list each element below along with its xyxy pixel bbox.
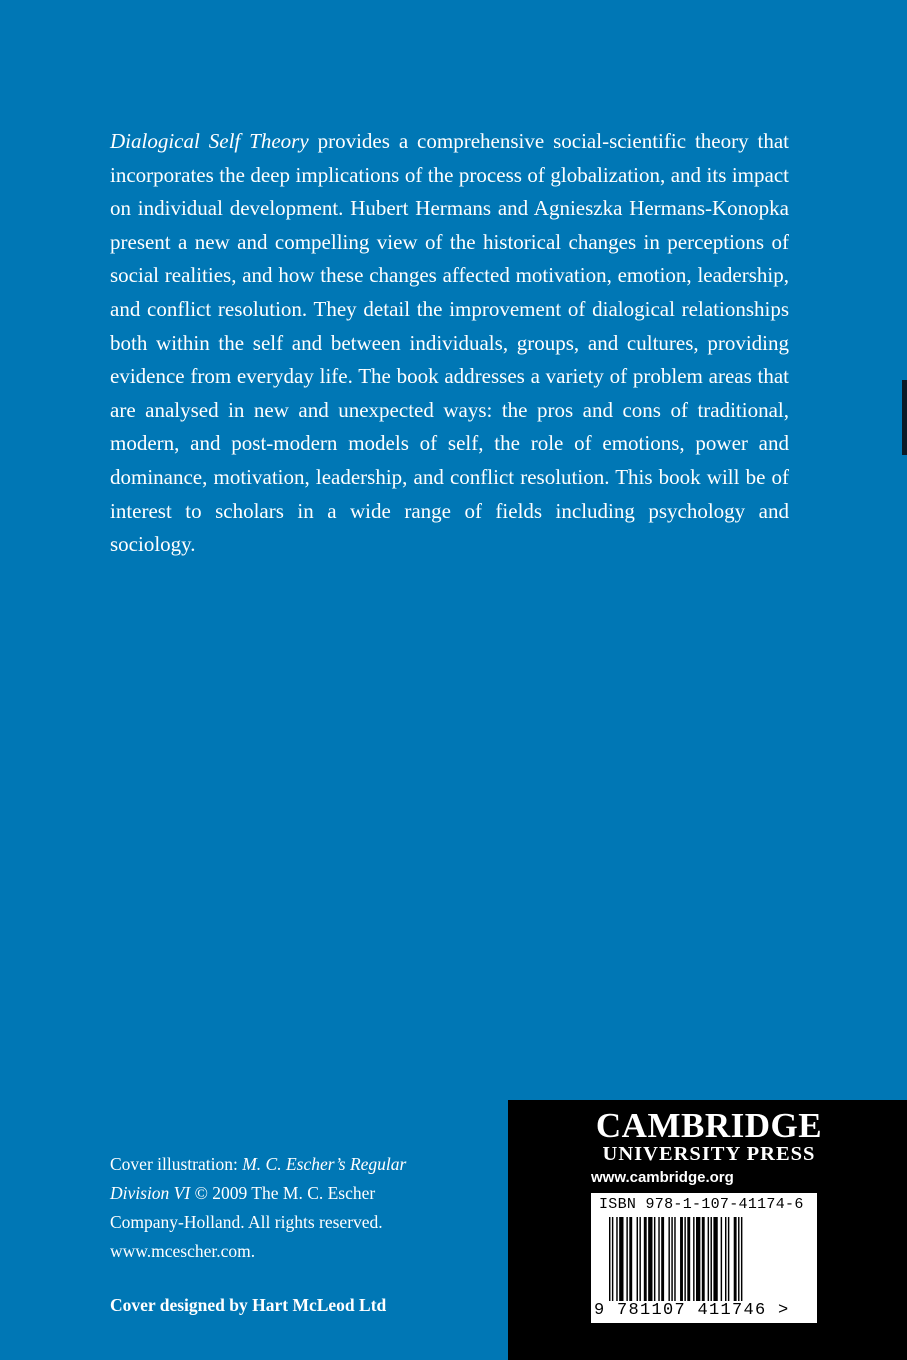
barcode-bar	[648, 1217, 652, 1301]
barcode-bar	[741, 1217, 742, 1301]
publisher-logo-press: UNIVERSITY PRESS	[602, 1143, 816, 1165]
barcode-bar	[661, 1217, 664, 1301]
barcode-bar	[713, 1217, 717, 1301]
barcode-bar	[639, 1217, 640, 1301]
barcode-bar	[721, 1217, 722, 1301]
barcode-bar	[654, 1217, 655, 1301]
barcode-bar	[725, 1217, 726, 1301]
barcode-bar	[616, 1217, 617, 1301]
barcode-bar	[671, 1217, 672, 1301]
barcode-bar	[609, 1217, 610, 1301]
barcode-bar	[693, 1217, 694, 1301]
isbn-barcode	[591, 1193, 817, 1323]
credit-copyright: © 2009 The M. C. Escher Company-Holland. All rights reserved. www.mcescher.com.	[110, 1183, 383, 1261]
publisher-url: www.cambridge.org	[591, 1169, 734, 1186]
barcode-digits: 9 781107 411746 >	[594, 1301, 790, 1320]
barcode-bar	[680, 1217, 683, 1301]
barcode-bar	[696, 1217, 700, 1301]
spine-edge	[902, 380, 907, 455]
barcode-bar	[658, 1217, 659, 1301]
barcode-bar	[708, 1217, 709, 1301]
barcode-bar	[626, 1217, 627, 1301]
barcode-bar	[629, 1217, 632, 1301]
blurb-paragraph	[110, 125, 789, 562]
barcode-bar	[684, 1217, 685, 1301]
barcode-bar	[619, 1217, 623, 1301]
cover-illustration-credit	[110, 1150, 440, 1266]
barcode-bar	[734, 1217, 737, 1301]
book-title: Dialogical Self Theory	[110, 129, 309, 153]
isbn-label: ISBN 978-1-107-41174-6	[599, 1196, 804, 1213]
blurb-text: provides a comprehensive social-scientific theory that incorporates the deep implications of the process of globalization, and its impact on individual development. Hubert Hermans and Agnieszka Hermans-Konopka present a new and compelling view of the historical changes in perceptions of social realities, and how these changes affected motivation, emotion, leadership, and conflict resolution. They detail the improvement of dialogical relationships both within the self and between individuals, groups, and cultures, providing evidence from everyday life. The book addresses a variety of problem areas that are analysed in new and unexpected ways: the pros and cons of traditional, modern, and post-modern models of self, the role of emotions, power and dominance, motivation, leadership, and conflict resolution. This book will be of interest to scholars in a wide range of fields including psychology and sociology.	[110, 129, 790, 557]
barcode-bar	[711, 1217, 712, 1301]
publisher-logo-name: CAMBRIDGE	[595, 1106, 823, 1145]
barcode-bar	[612, 1217, 613, 1301]
barcode-bar	[702, 1217, 705, 1301]
barcode-bar	[687, 1217, 690, 1301]
barcode-bar	[728, 1217, 729, 1301]
barcode-bars	[609, 1217, 799, 1301]
barcode-bar	[674, 1217, 675, 1301]
credit-artwork-title: M. C. Escher’s Regular Division VI	[110, 1154, 407, 1203]
barcode-bar	[668, 1217, 669, 1301]
cover-designer-credit: Cover designed by Hart McLeod Ltd	[110, 1295, 387, 1315]
barcode-bar	[738, 1217, 739, 1301]
barcode-bar	[644, 1217, 647, 1301]
barcode-bar	[637, 1217, 638, 1301]
credit-prefix: Cover illustration:	[110, 1154, 243, 1174]
publisher-panel	[508, 1100, 907, 1360]
